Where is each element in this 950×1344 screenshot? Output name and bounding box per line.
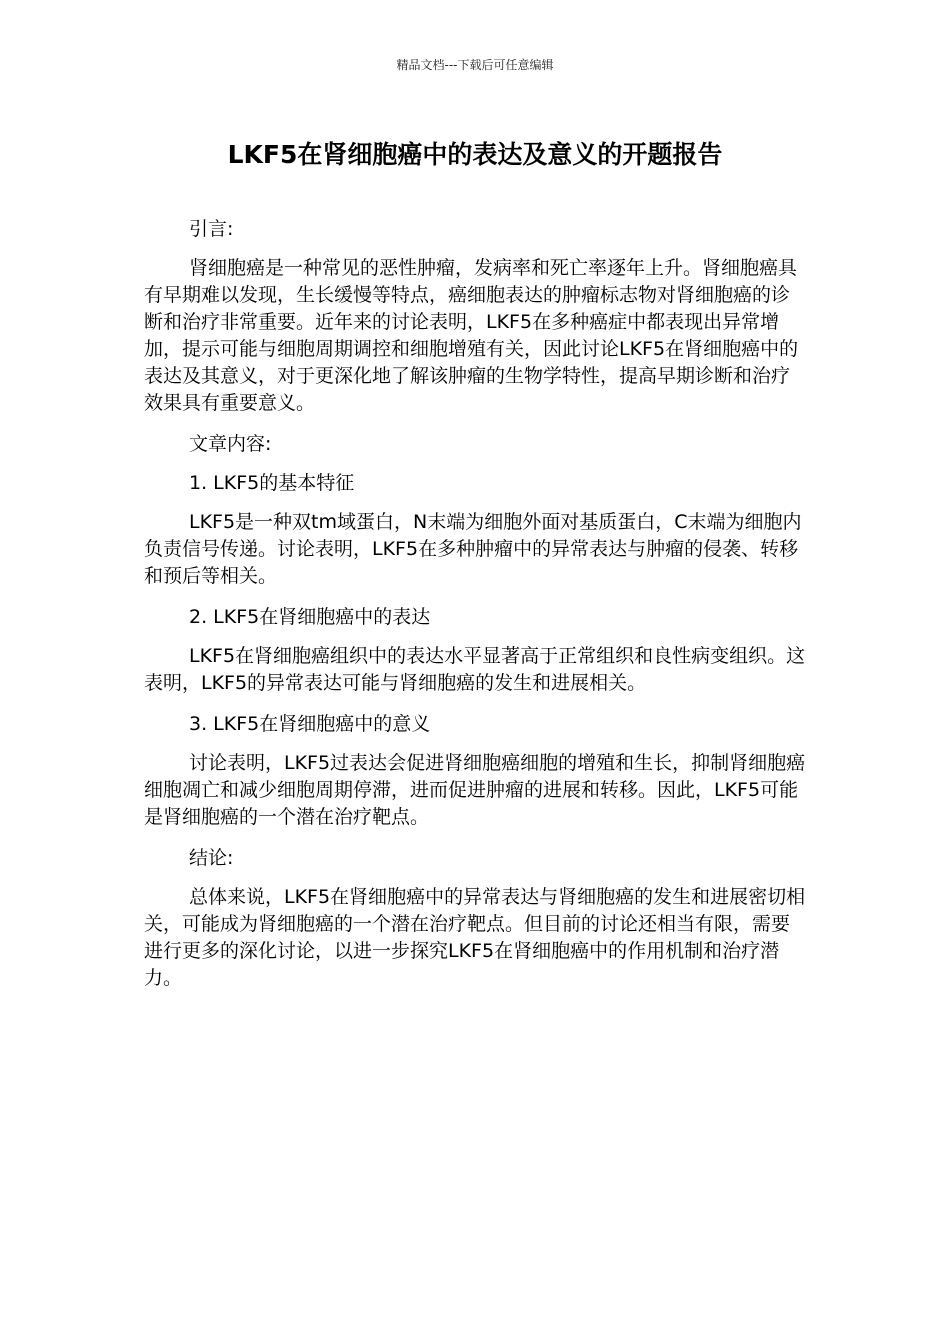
section-2-heading: 2. LKF5在肾细胞癌中的表达 <box>189 606 431 628</box>
document-title: LKF5在肾细胞癌中的表达及意义的开题报告 <box>227 140 723 169</box>
section-1-paragraph: LKF5是一种双tm域蛋白，N末端为细胞外面对基质蛋白，C末端为细胞内负责信号传递。讨论表明，LKF5在多种肿瘤中的异常表达与肿瘤的侵袭、转移和预后等相关。 <box>144 511 802 587</box>
intro-heading: 引言: <box>189 218 234 240</box>
intro-paragraph: 肾细胞癌是一种常见的恶性肿瘤，发病率和死亡率逐年上升。肾细胞癌具有早期难以发现，生长缓慢等特点，癌细胞表达的肿瘤标志物对肾细胞癌的诊断和治疗非常重要。近年来的讨论表明，LKF5在多种癌症中都表现出异常增加，提示可能与细胞周期调控和细胞增殖有关，因此讨论LKF5在肾细胞癌中的表达及其意义，对于更深化地了解该肿瘤的生物学特性，提高早期诊断和治疗效果具有重要意义。 <box>144 257 799 414</box>
page-header-note: 精品文档---下载后可任意编辑 <box>396 58 554 72</box>
conclusion-paragraph: 总体来说，LKF5在肾细胞癌中的异常表达与肾细胞癌的发生和进展密切相关，可能成为肾细胞癌的一个潜在治疗靶点。但目前的讨论还相当有限，需要进行更多的深化讨论，以进一步探究LKF5在肾细胞癌中的作用机制和治疗潜力。 <box>144 886 806 989</box>
section-2-paragraph: LKF5在肾细胞癌组织中的表达水平显著高于正常组织和良性病变组织。这表明，LKF5的异常表达可能与肾细胞癌的发生和进展相关。 <box>144 645 806 694</box>
conclusion-heading: 结论: <box>189 847 234 869</box>
document-body <box>144 216 808 1006</box>
section-1-heading: 1. LKF5的基本特征 <box>189 472 355 494</box>
section-3-heading: 3. LKF5在肾细胞癌中的意义 <box>189 713 431 735</box>
section-3-paragraph: 讨论表明，LKF5过表达会促进肾细胞癌细胞的增殖和生长，抑制肾细胞癌细胞凋亡和减少细胞周期停滞，进而促进肿瘤的进展和转移。因此，LKF5可能是肾细胞癌的一个潜在治疗靶点。 <box>144 752 806 828</box>
content-heading: 文章内容: <box>189 433 272 455</box>
